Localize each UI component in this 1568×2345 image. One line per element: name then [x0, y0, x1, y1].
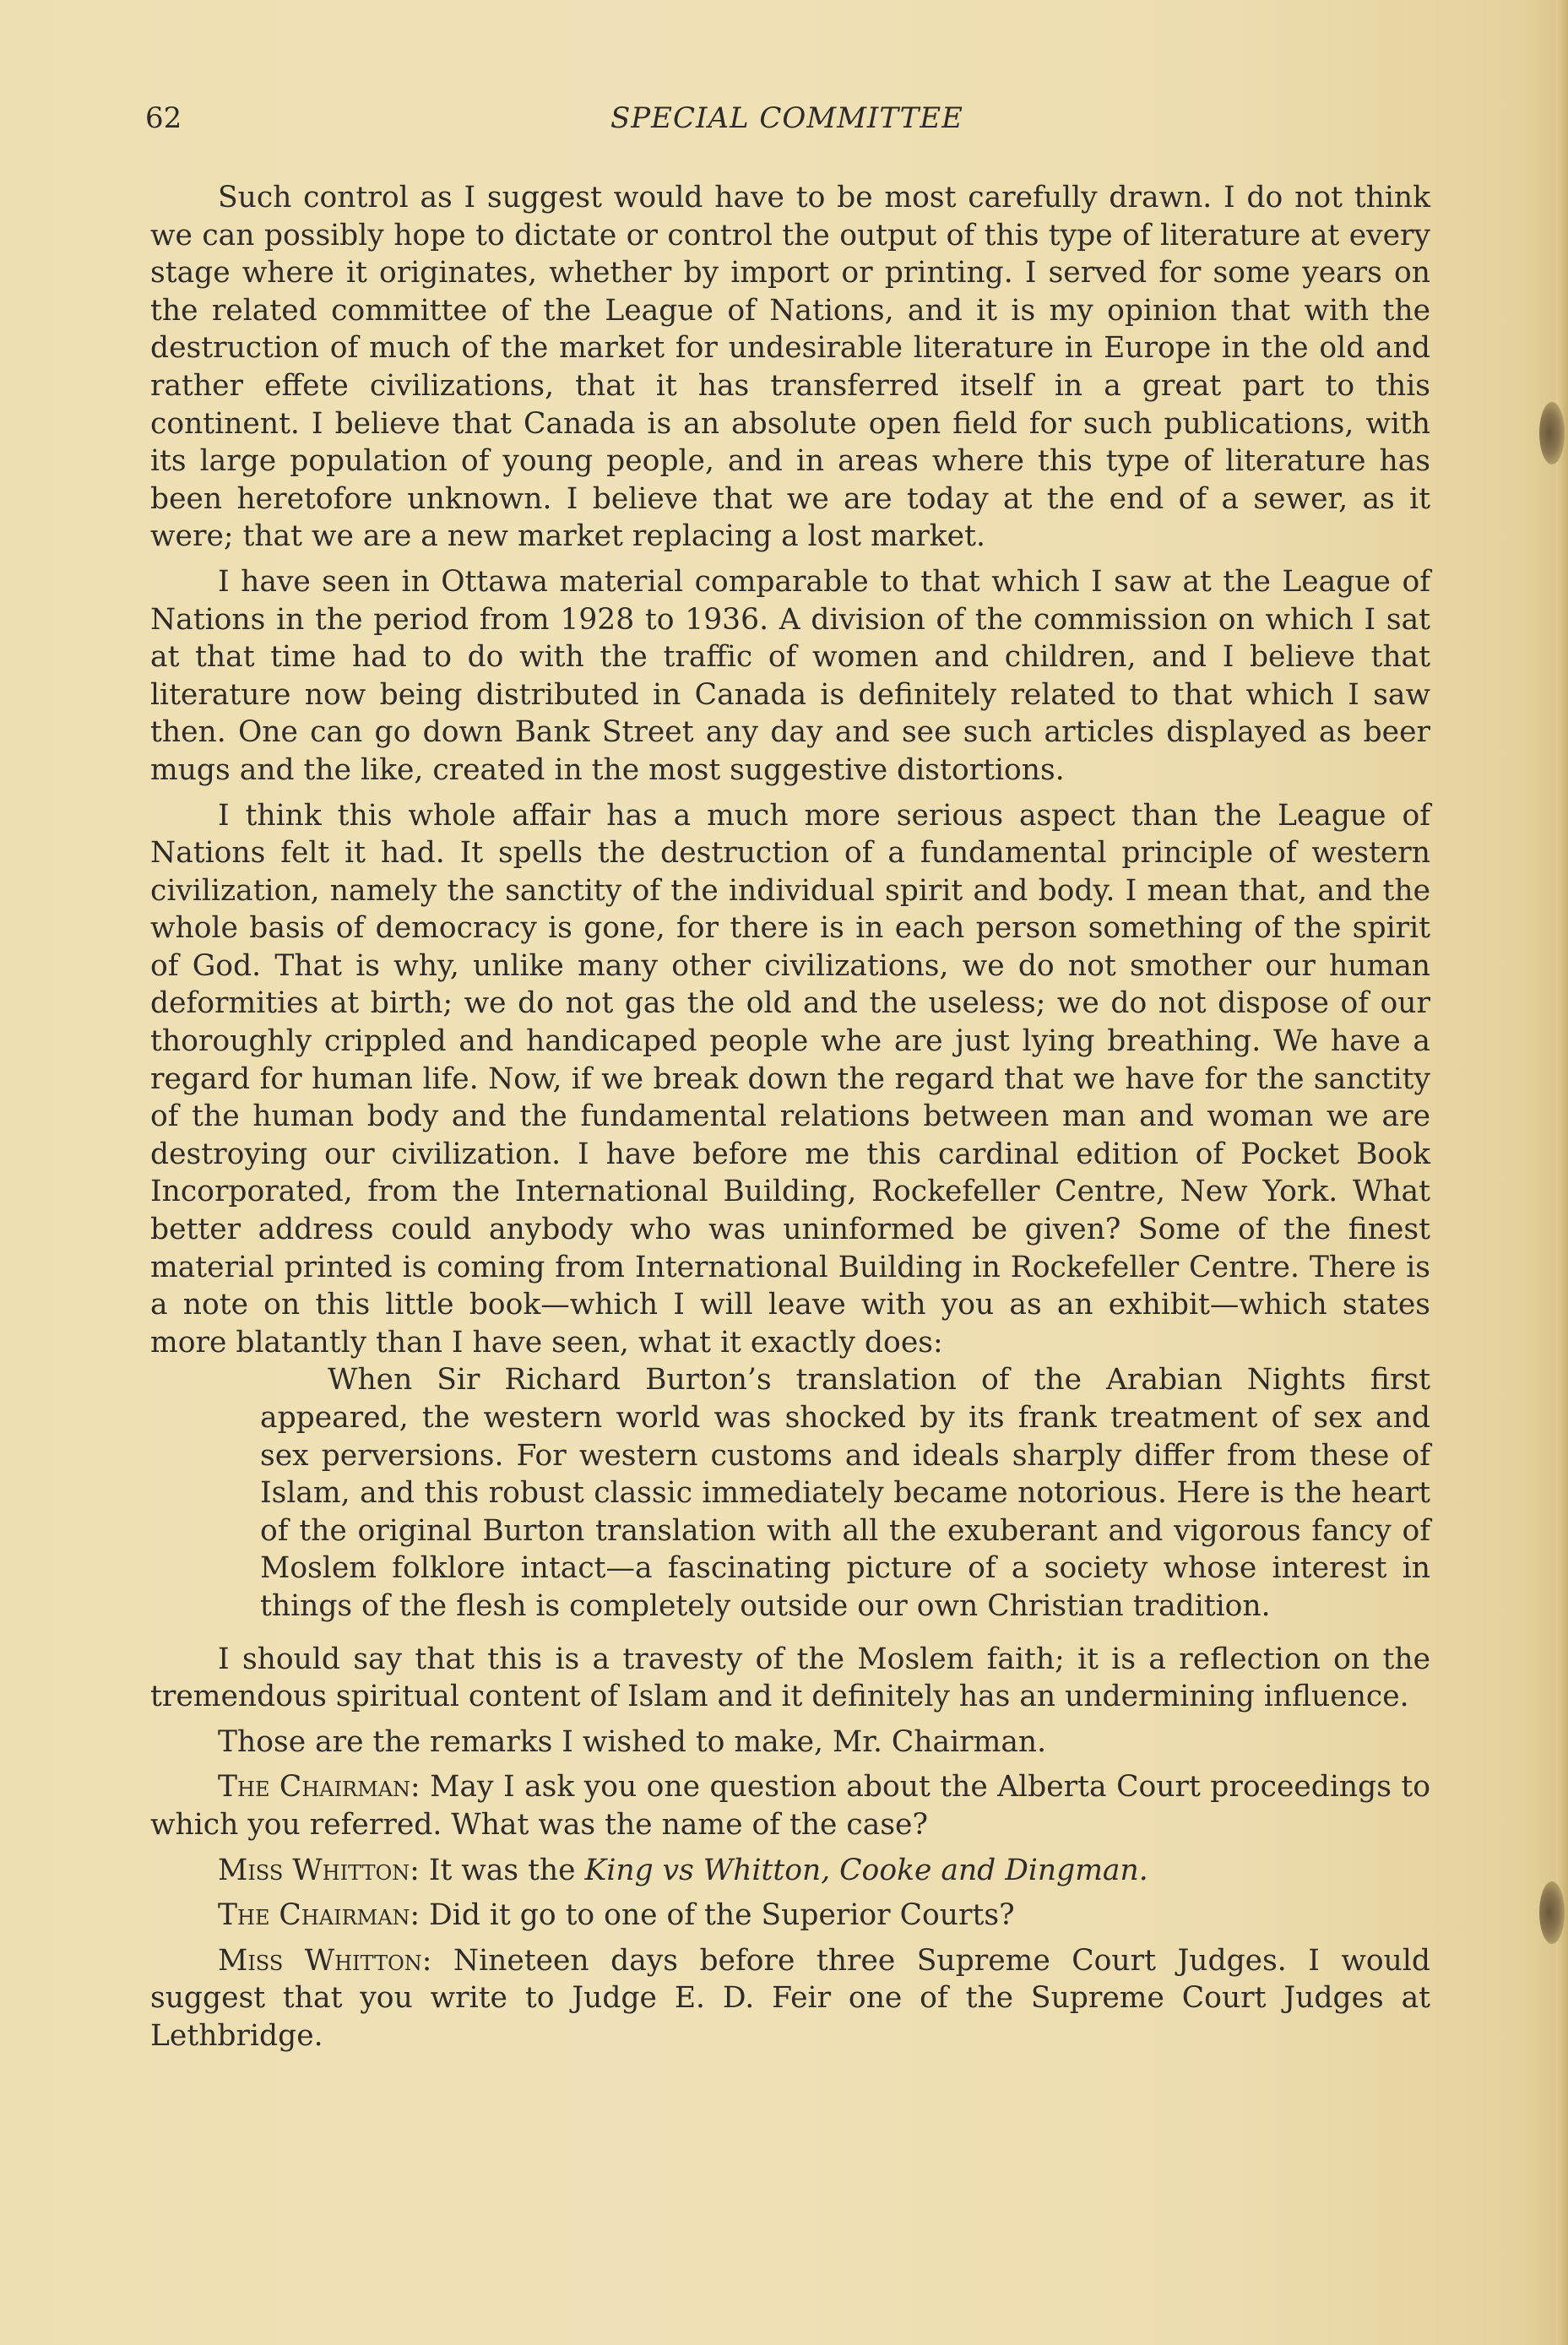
- paragraph-2: I have seen in Ottawa material comparable to that which I saw at the League of Nations in the period from 1928 to 1936. A division of the commission on which I sat at that time had to do with the traffic of women and children, and I believe that literature now being distributed in Canada is definitely related to that which I saw then. One can go down Bank Street any day and see such articles displayed as beer mugs and the like, created in the most suggestive distortions.: [150, 564, 1430, 787]
- binding-hole-lower: [1539, 1881, 1565, 1944]
- dialogue-chairman-2: [150, 1897, 1430, 1935]
- dialogue-whitton-2: [150, 1942, 1430, 2055]
- speaker-chairman: The Chairman:: [218, 1770, 420, 1805]
- body-text: [150, 179, 1430, 2055]
- whitton-answer-2: Nineteen days before three Supreme Court Judges. I would suggest that you write to Judge E. D. Feir one of the Supreme Court Judges at Lethbridge.: [150, 1943, 1431, 2053]
- paragraph-1: Such control as I suggest would have to be most carefully drawn. I do not think we can possibly hope to dictate or control the output of this type of literature at every stage where it originates, whether by import or printing. I served for some years on the related committee of the League of Nations, and it is my opinion that with the destruction of much of the market for undesirable literature in Europe in the old and rather effete civilizations, that it has transferred itself in a great part to this continent. I believe that Canada is an absolute open field for such publications, with its large population of young people, and in areas where this type of literature has been heretofore unknown. I believe that we are today at the end of a sewer, as it were; that we are a new market replacing a lost market.: [150, 181, 1430, 554]
- dialogue-chairman-1: [150, 1768, 1430, 1843]
- paragraph-4: I should say that this is a travesty of the Moslem faith; it is a reflection on the tremendous spiritual content of Islam and it definitely has an undermining influence.: [150, 1642, 1430, 1714]
- paragraph-5: Those are the remarks I wished to make, Mr. Chairman.: [218, 1724, 1047, 1759]
- chairman-question-2: Did it go to one of the Superior Courts?: [429, 1898, 1015, 1933]
- page-edge: [1556, 0, 1568, 2345]
- page-number: 62: [145, 101, 182, 135]
- case-name: King vs Whitton, Cooke and Dingman.: [584, 1853, 1148, 1887]
- speaker-chairman: The Chairman:: [218, 1898, 420, 1933]
- speaker-whitton: Miss Whitton:: [218, 1943, 432, 1978]
- whitton-answer-1-prefix: It was the: [428, 1853, 576, 1887]
- block-quote: When Sir Richard Burton’s translation of the Arabian Nights first appeared, the western world was shocked by its frank treatment of sex and sex perversions. For western customs and ideals sharply differ from these of Islam, and this robust classic immediately became notorious. Here is the heart of the original Burton translation with all the exuberant and vigorous fancy of Moslem folklore intact—a fascinating picture of a society whose interest in things of the flesh is completely outside our own Christian tradition.: [260, 1363, 1430, 1623]
- speaker-whitton: Miss Whitton:: [218, 1853, 420, 1887]
- page-header: [145, 101, 1429, 152]
- dialogue-whitton-1: [150, 1852, 1430, 1890]
- chairman-question-1: May I ask you one question about the Alberta Court proceedings to which you referred. What was the name of the case?: [150, 1770, 1431, 1842]
- paragraph-3: I think this whole affair has a much more serious aspect than the League of Nations felt it had. It spells the destruction of a fundamental principle of western civilization, namely the sanctity of the individual spirit and body. I mean that, and the whole basis of democracy is gone, for there is in each person something of the spirit of God. That is why, unlike many other civilizations, we do not smother our human deformities at birth; we do not gas the old and the useless; we do not dispose of our thoroughly crippled and handicaped people whe are just lying breathing. We have a regard for human life. Now, if we break down the regard that we have for the sanctity of the human body and the fundamental relations between man and woman we are destroying our civilization. I have before me this cardinal edition of Pocket Book Incorporated, from the International Building, Rockefeller Centre, New York. What better address could anybody who was uninformed be given? Some of the finest material printed is coming from International Building in Rockefeller Centre. There is a note on this little book—which I will leave with you as an exhibit—which states more blatantly than I have seen, what it exactly does:: [150, 798, 1430, 1360]
- running-title: SPECIAL COMMITTEE: [610, 101, 963, 135]
- binding-hole-upper: [1539, 402, 1565, 464]
